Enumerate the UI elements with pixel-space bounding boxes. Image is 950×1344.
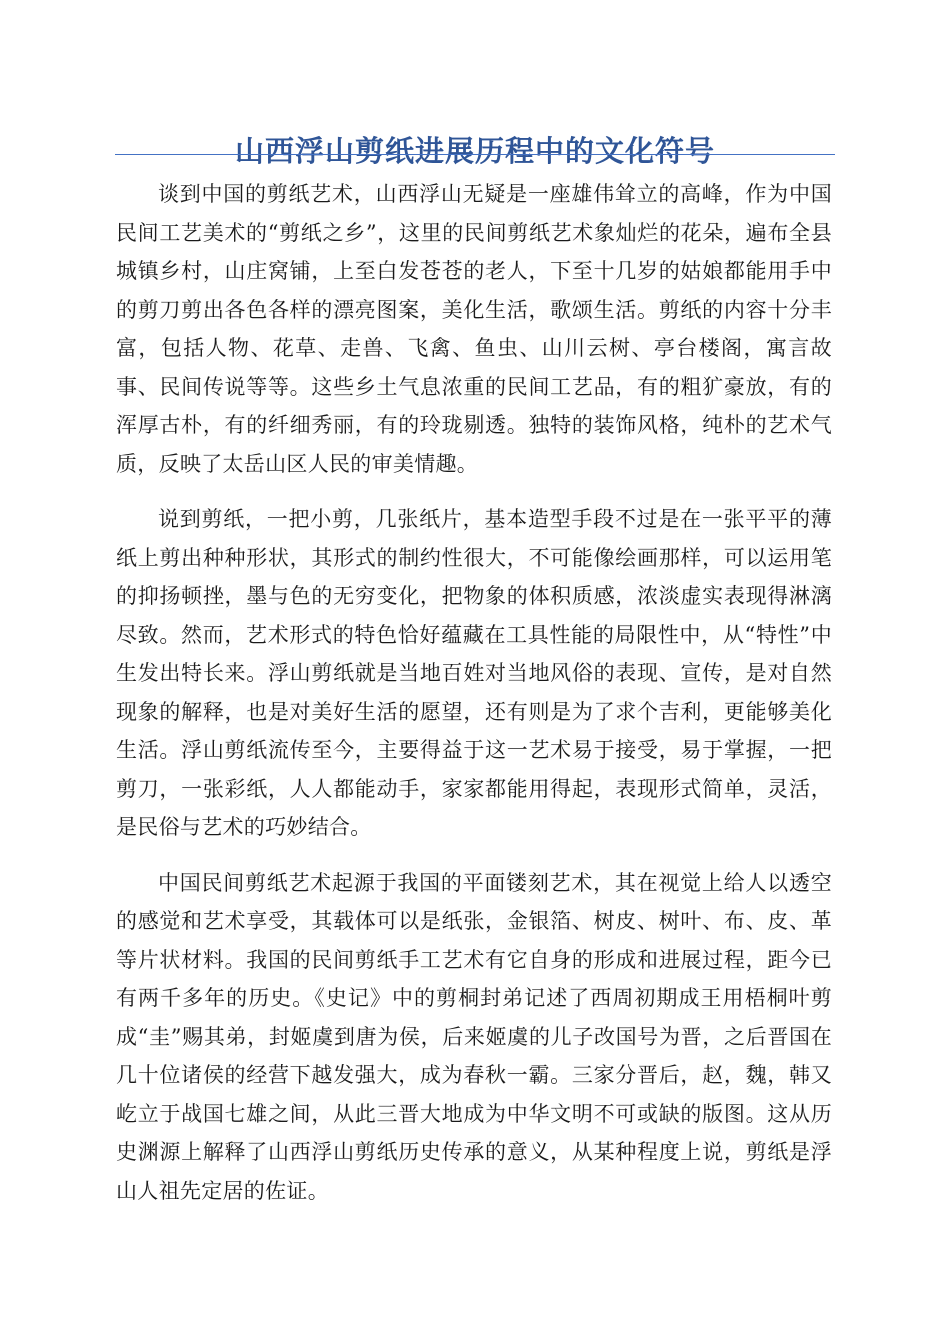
paragraph-3: 中国民间剪纸艺术起源于我国的平面镂刻艺术，其在视觉上给人以透空的感觉和艺术享受，其载体可以是纸张，金银箔、树皮、树叶、布、皮、革等片状材料。我国的民间剪纸手工艺术有它自身的形成和进展过程，距今已有两千多年的历史。《史记》中的剪桐封弟记述了西周初期成王用梧桐叶剪成“圭”赐其弟，封姬虞到唐为侯，后来姬虞的儿子改国号为晋，之后晋国在几十位诸侯的经营下越发强大，成为春秋一霸。三家分晋后，赵，魏，韩又屹立于战国七雄之间，从此三晋大地成为中华文明不可或缺的版图。这从历史渊源上解释了山西浮山剪纸历史传承的意义，从某种程度上说，剪纸是浮山人祖先定居的佐证。 bbox=[116, 870, 832, 1203]
title-underline bbox=[115, 154, 835, 155]
paragraph-2: 说到剪纸，一把小剪，几张纸片，基本造型手段不过是在一张平平的薄纸上剪出种种形状，其形式的制约性很大，不可能像绘画那样，可以运用笔的抑扬顿挫，墨与色的无穷变化，把物象的体积质感，浓淡虚实表现得淋漓尽致。然而，艺术形式的特色恰好蕴藏在工具性能的局限性中，从“特性”中生发出特长来。浮山剪纸就是当地百姓对当地风俗的表现、宣传，是对自然现象的解释，也是对美好生活的愿望，还有则是为了求个吉利，更能够美化生活。浮山剪纸流传至今，主要得益于这一艺术易于接受，易于掌握，一把剪刀，一张彩纸，人人都能动手，家家都能用得起，表现形式简单，灵活，是民俗与艺术的巧妙结合。 bbox=[116, 507, 832, 839]
document-body bbox=[116, 175, 832, 1227]
document-title: 山西浮山剪纸进展历程中的文化符号 bbox=[234, 134, 715, 169]
paragraph-1: 谈到中国的剪纸艺术，山西浮山无疑是一座雄伟耸立的高峰，作为中国民间工艺美术的“剪纸之乡”，这里的民间剪纸艺术象灿烂的花朵，遍布全县城镇乡村，山庄窝铺，上至白发苍苍的老人，下至十几岁的姑娘都能用手中的剪刀剪出各色各样的漂亮图案，美化生活，歌颂生活。剪纸的内容十分丰富，包括人物、花草、走兽、飞禽、鱼虫、山川云树、亭台楼阁，寓言故事、民间传说等等。这些乡土气息浓重的民间工艺品，有的粗犷豪放，有的浑厚古朴，有的纤细秀丽，有的玲珑剔透。独特的装饰风格，纯朴的艺术气质，反映了太岳山区人民的审美情趣。 bbox=[116, 182, 832, 476]
